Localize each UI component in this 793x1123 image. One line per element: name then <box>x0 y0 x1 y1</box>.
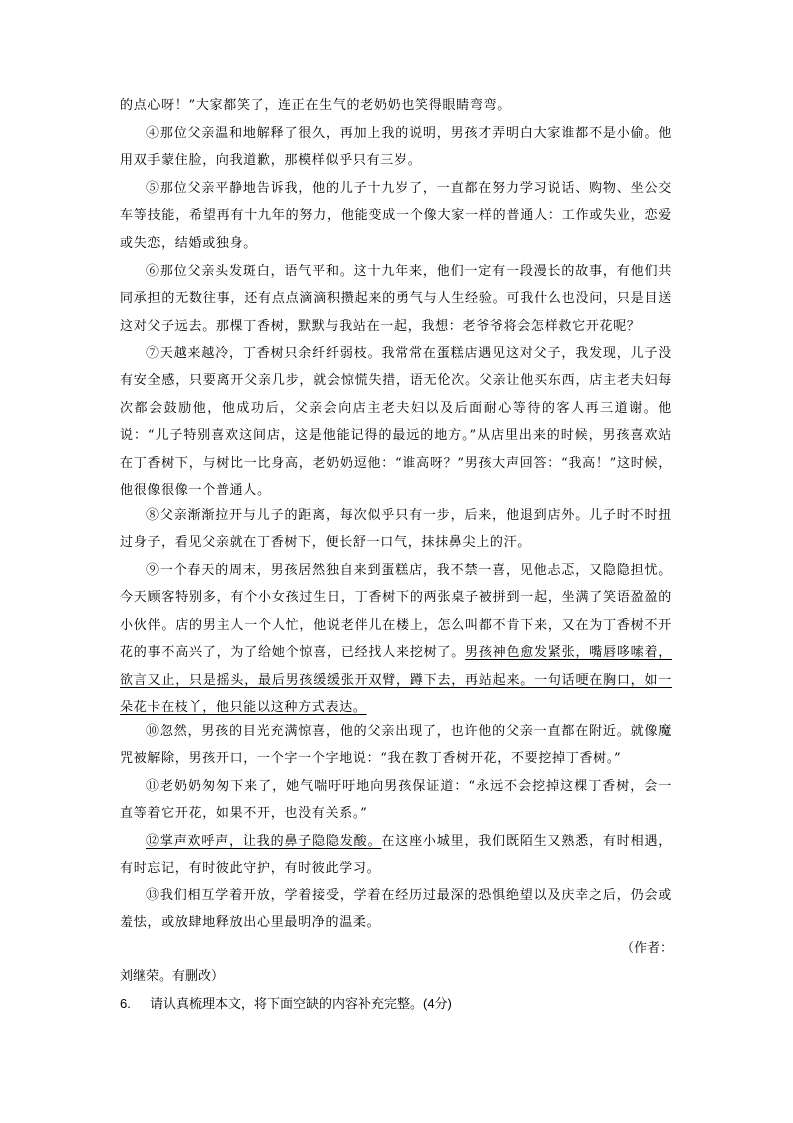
paragraph-9-underlined-text: 男孩神色愈发紧张，嘴唇哆嗦着，欲言又止，只是摇头，最后男孩缓缓张开双臂，蹲下去，再站起来。一句话哽在胸口，如一朵花卡在枝丫，他只能以这种方式表达。 <box>120 645 672 716</box>
paragraph-9-text: ⑨一个春天的周末，男孩居然独自来到蛋糕店，我不禁一喜，见他忐忑，又隐隐担忧。今天顾客特别多，有个小女孩过生日，丁香树下的两张桌子被拼到一起，坐满了笑语盈盈的小伙伴。店的男主人一个人忙，他说老伴儿在楼上，怎么叫都不肯下来，又在为丁香树不开花的事不高兴了，为了给她个惊喜，已经找人来挖树了。 <box>120 563 672 661</box>
author-credit-name: 刘继荣。有删改） <box>120 968 225 983</box>
paragraph-12-text: 在这座小城里，我们既陌生又熟悉，有时相遇，有时忘记，有时彼此守护，有时彼此学习。 <box>120 834 673 877</box>
paragraph-8: ⑧父亲渐渐拉开与儿子的距离，每次似乎只有一步，后来，他退到店外。儿子时不时扭过身子，看见父亲就在丁香树下，便长舒一口气，抹抹鼻尖上的汗。 <box>120 508 672 551</box>
paragraph-13: ⑬我们相互学着开放，学着接受，学着在经历过最深的恐惧绝望以及庆幸之后，仍会或羞怯，或放肆地释放出心里最明净的温柔。 <box>120 888 672 931</box>
paragraph-11: ⑪老奶奶匆匆下来了，她气喘吁吁地向男孩保证道：“永远不会挖掉这棵丁香树，会一直等着它开花，如果不开，也没有关系。” <box>120 779 672 822</box>
paragraph-7: ⑦天越来越冷，丁香树只余纤纤弱枝。我常常在蛋糕店遇见这对父子，我发现，儿子没有安全感，只要离开父亲几步，就会惊慌失措，语无伦次。父亲让他买东西，店主老夫妇每次都会鼓励他，他成功后，父亲会向店主老夫妇以及后面耐心等待的客人再三道谢。他说：“儿子特别喜欢这间店，这是他能记得的最远的地方。”从店里出来的时候，男孩喜欢站在丁香树下，与树比一比身高，老奶奶逗他：“谁高呀？”男孩大声回答：“我高！”这时候，他很像很像一个普通人。 <box>120 346 672 499</box>
question-text: 请认真梳理本文，将下面空缺的内容补充完整。(4分) <box>150 996 452 1011</box>
paragraph-continued: 的点心呀！”大家都笑了，连正在生气的老奶奶也笑得眼睛弯弯。 <box>120 98 511 113</box>
author-credit-label: （作者： <box>620 940 673 955</box>
question-6 <box>120 993 452 1012</box>
question-number: 6. <box>120 996 131 1011</box>
paragraph-4: ④那位父亲温和地解释了很久，再加上我的说明，男孩才弄明白大家谁都不是小偷。他用双手蒙住脸，向我道歉，那模样似乎只有三岁。 <box>120 126 672 169</box>
paragraph-12-underlined-text: ⑫掌声欢呼声，让我的鼻子隐隐发酸。 <box>146 834 382 849</box>
paragraph-12 <box>120 828 672 883</box>
paragraph-5: ⑤那位父亲平静地告诉我，他的儿子十九岁了，一直都在努力学习说话、购物、坐公交车等技能，希望再有十九年的努力，他能变成一个像大家一样的普通人：工作或失业，恋爱或失恋，结婚或独身。 <box>120 181 672 251</box>
paragraph-10: ⑩忽然，男孩的目光充满惊喜，他的父亲出现了，也许他的父亲一直都在附近。就像魔咒被解除，男孩开口，一个字一个字地说：“我在教丁香树开花，不要挖掉丁香树。” <box>120 724 672 767</box>
paragraph-9 <box>120 557 672 721</box>
paragraph-6: ⑥那位父亲头发斑白，语气平和。这十九年来，他们一定有一段漫长的故事，有他们共同承担的无数往事，还有点点滴滴积攒起来的勇气与人生经验。可我什么也没问，只是目送这对父子远去。那棵丁香树，默默与我站在一起，我想：老爷爷将会怎样救它开花呢？ <box>120 264 672 334</box>
